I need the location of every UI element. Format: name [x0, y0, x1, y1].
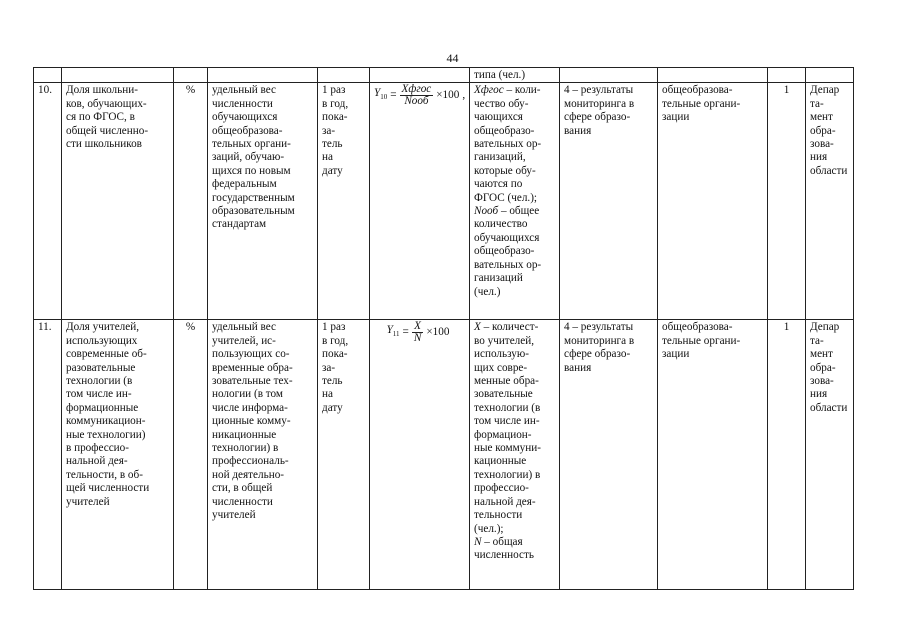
- formula: $Y_{10}$ = $\frac{\text{Xфгос}}{\text{Nооб}}$ ×100 ,: [374, 83, 466, 108]
- unit-cell: %: [174, 320, 208, 590]
- row-number: 11.: [34, 320, 62, 590]
- description-cell: X – количест- во учителей, использую- щих совре- менные обра- зовательные технологии (в том числе ин- формацион- ные коммуни- кационные технологии) в профессио- нальной дея- тельности (чел.); N – общая численность: [470, 320, 560, 590]
- row-number: 10.: [34, 83, 62, 320]
- formula-fraction: $\frac{X}{N}$: [413, 320, 422, 345]
- table-row: [34, 83, 854, 320]
- indicator-name: Доля школьни- ков, обучающих- ся по ФГОС, в общей численно- сти школьников: [62, 83, 174, 320]
- formula-cell: [370, 83, 470, 320]
- definition-cell: удельный вес учителей, ис- пользующих со- временные обра- зовательные тех- нологии (в том числе информа- ционные комму- никационные технологии) в профессиональ- ной деятельно- сти, в общей численности учителей: [208, 320, 318, 590]
- page-number: 44: [446, 51, 459, 65]
- formula-fraction: $\frac{\text{Xфгос}}{\text{Nооб}}$: [401, 83, 432, 108]
- continuation-cell: типа (чел.): [470, 68, 560, 83]
- table-row: [34, 320, 854, 590]
- period-cell: 1 раз в год, пока- за- тель на дату: [318, 83, 370, 320]
- responsible-cell: Депар та- мент обра- зова- ния области: [806, 320, 854, 590]
- formula-cell: [370, 320, 470, 590]
- code-cell: 1: [768, 83, 806, 320]
- indicators-table: [33, 67, 854, 590]
- description-cell: Xфгос – коли- чество обу- чающихся общеобразо- вательных ор- ганизаций, которые обу- чаются по ФГОС (чел.); Nооб – общее количество обучающихся общеобразо- вательных ор- ганизаций (чел.): [470, 83, 560, 320]
- continuation-row: [34, 68, 854, 83]
- source-cell: 4 – результаты мониторинга в сфере образо- вания: [560, 320, 658, 590]
- indicator-name: Доля учителей, использующих современные об- разовательные технологии (в том числе ин- формационные коммуникацион- ные технологии) в профессио- нальной дея- тельности, в об- щей численности учителей: [62, 320, 174, 590]
- source-cell: 4 – результаты мониторинга в сфере образо- вания: [560, 83, 658, 320]
- period-cell: 1 раз в год, пока- за- тель на дату: [318, 320, 370, 590]
- subjects-cell: общеобразова- тельные органи- зации: [658, 320, 768, 590]
- definition-cell: удельный вес численности обучающихся общеобразова- тельных органи- заций, обучаю- щихся по новым федеральным государственным образовательным стандартам: [208, 83, 318, 320]
- code-cell: 1: [768, 320, 806, 590]
- subjects-cell: общеобразова- тельные органи- зации: [658, 83, 768, 320]
- responsible-cell: Депар та- мент обра- зова- ния области: [806, 83, 854, 320]
- formula: $Y_{11}$ = $\frac{X}{N}$ ×100: [386, 320, 450, 345]
- unit-cell: %: [174, 83, 208, 320]
